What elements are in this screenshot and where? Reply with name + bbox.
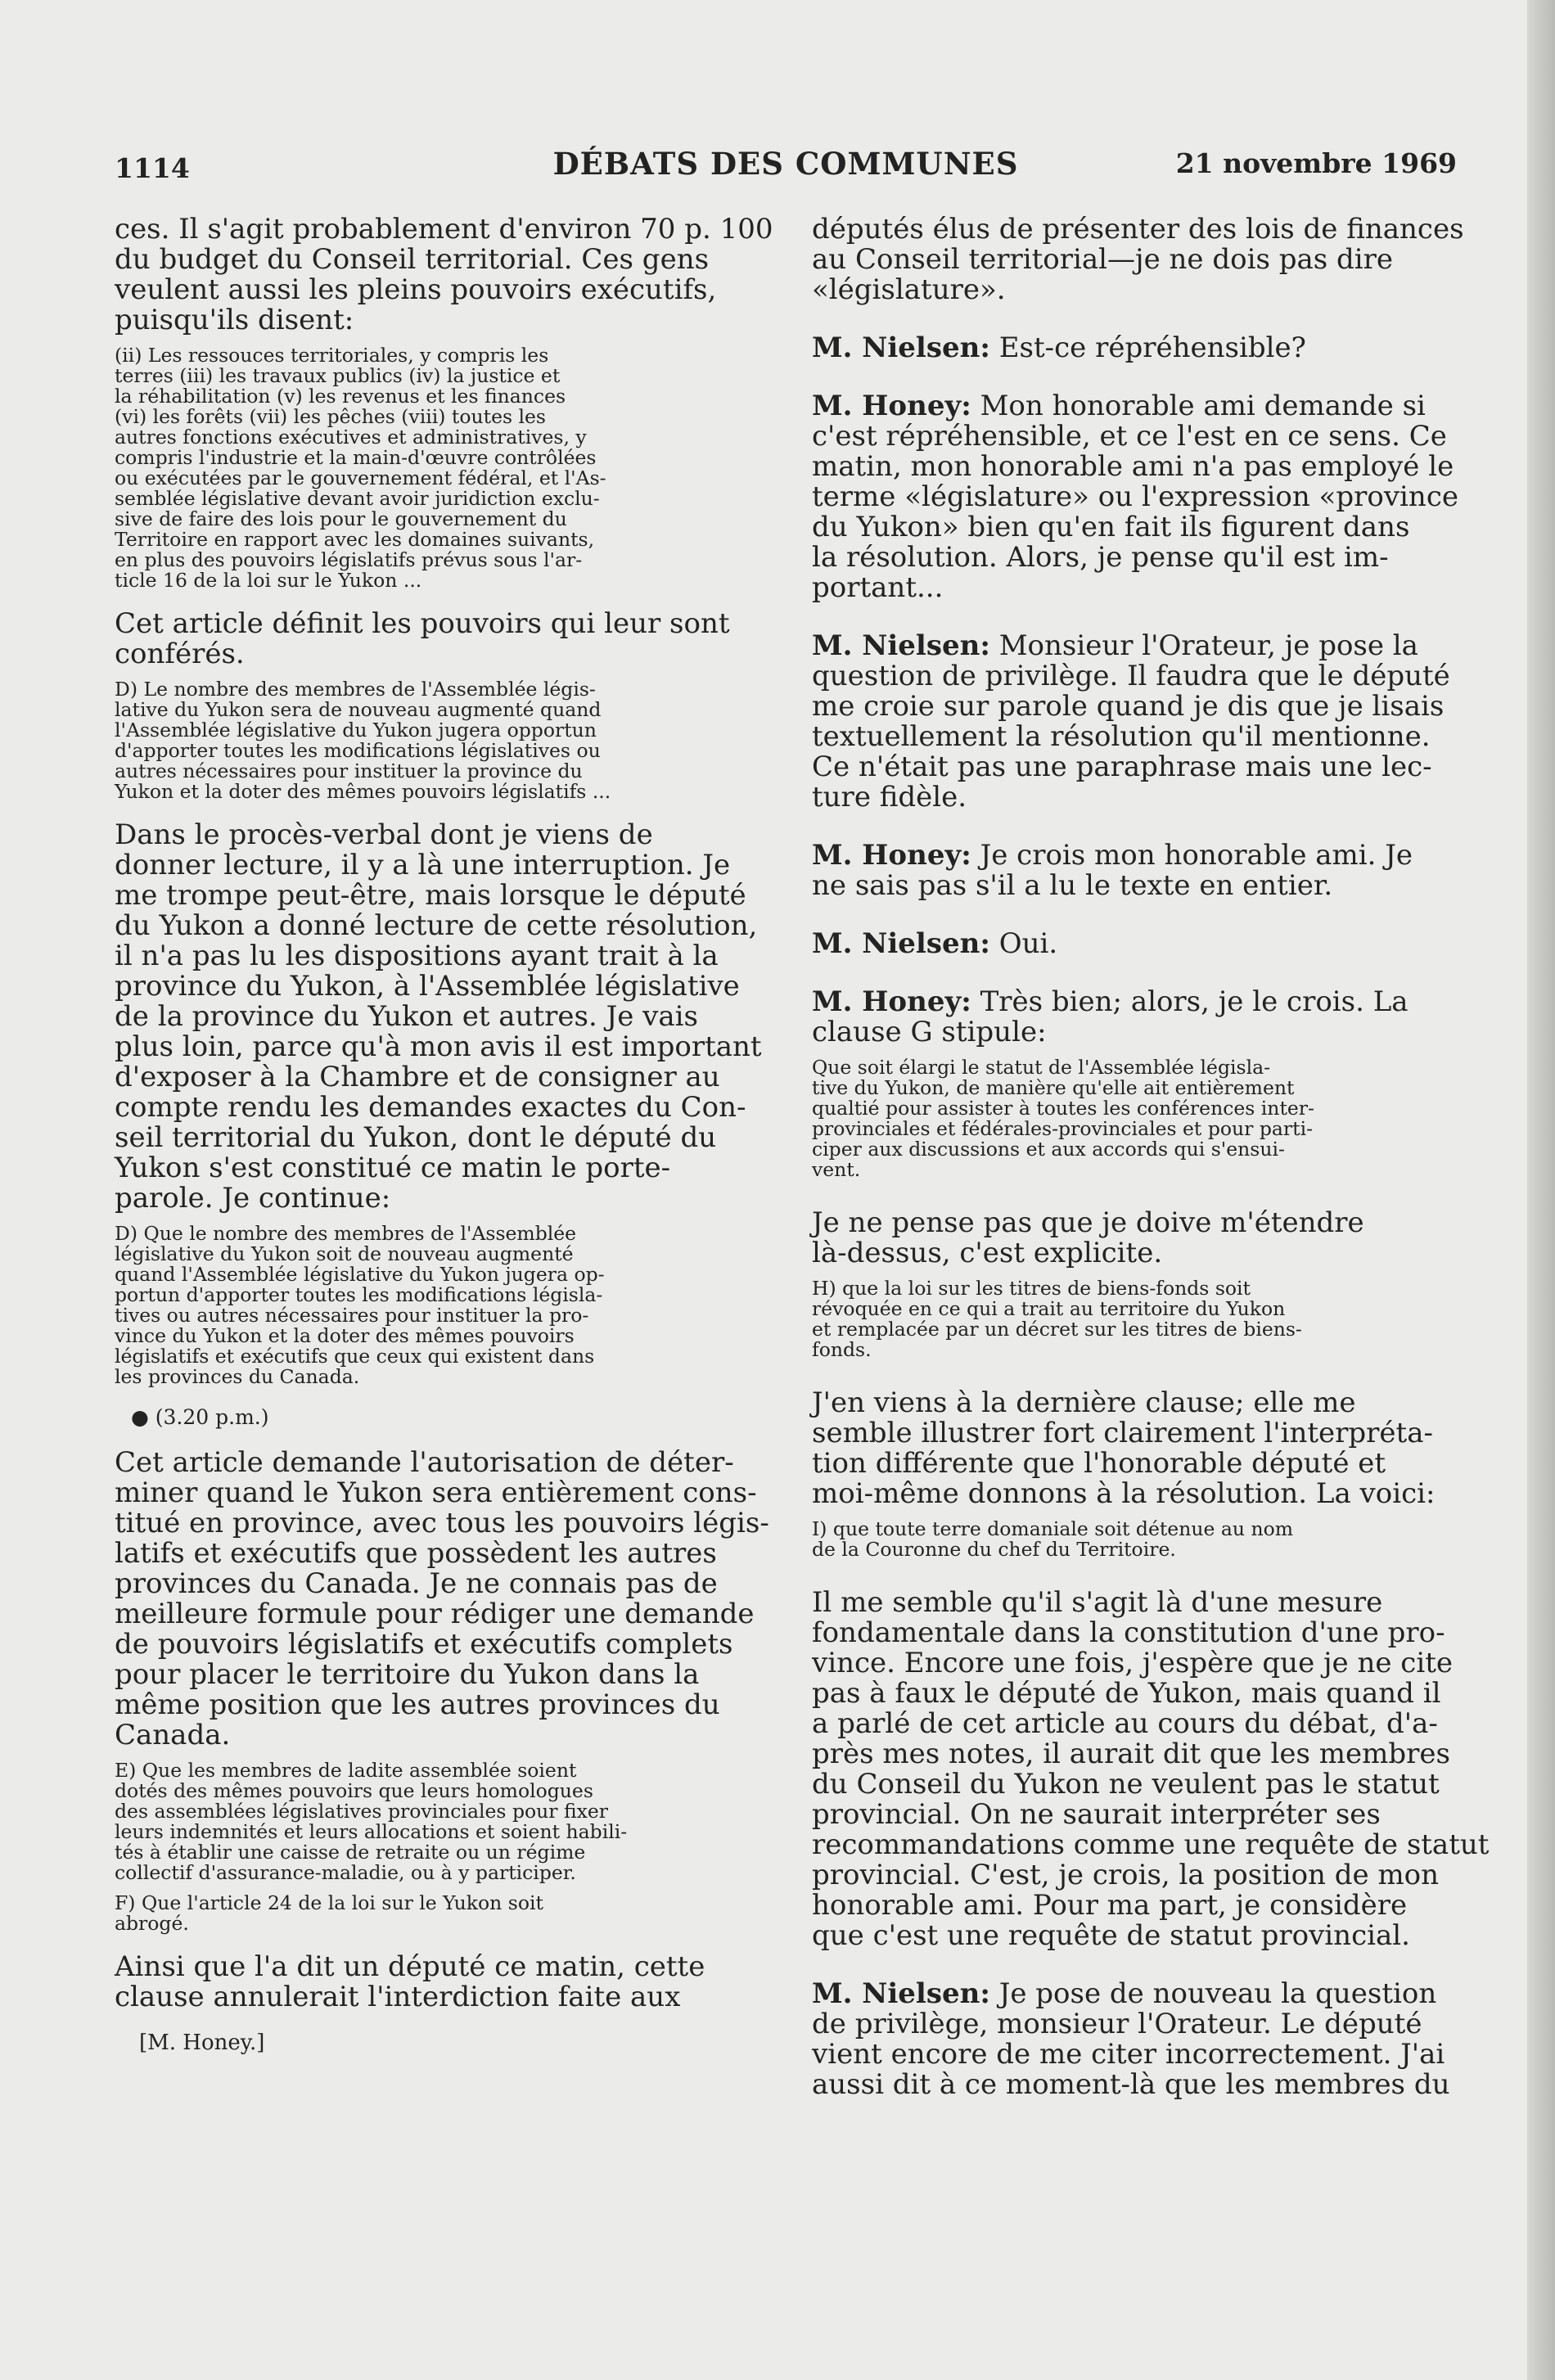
speech-text: Je crois mon honorable ami. Je ne sais pas s'il a lu le texte en entier.: [812, 839, 1413, 902]
right-column: [812, 214, 1491, 2100]
page-number: 1114: [115, 152, 190, 184]
paragraph: Je ne pense pas que je doive m'étendre là-dessus, c'est explicite.: [812, 1206, 1364, 1269]
speech-text: Je pose de nouveau la question de privilège, monsieur l'Orateur. Le député vient encore de me citer incorrectement. J'ai aussi dit à ce moment-là que les membres du: [812, 1977, 1450, 2101]
speaker-name: M. Honey:: [812, 390, 971, 422]
speech: [812, 631, 1491, 813]
paragraph: Ainsi que l'a dit un député ce matin, cette clause annulerait l'interdiction faite aux: [115, 1950, 705, 2013]
quoted-passage: (ii) Les ressouces territoriales, y compris les terres (iii) les travaux publics (iv) la justice et la réhabilitation (v) les revenus et les finances (vi) les forêts (vii) les pêches (viii) toutes les autres fonctions exécutives et administratives, y compris l'industrie et la main-d'œuvre contrôlées ou exécutées par le gouvernement fédéral, et l'As- semblée législative devant avoir juridiction exclu- sive de faire des lois pour le gouvernement du Territoire en rapport avec les domaines suivants, en plus des pouvoirs législatifs prévus sous l'ar- ticle 16 de la loi sur le Yukon ...: [115, 344, 606, 592]
left-column: [115, 214, 794, 2055]
speaker-name: M. Nielsen:: [812, 629, 990, 662]
page-header: [115, 146, 1457, 195]
speaker-name: M. Nielsen:: [812, 927, 990, 960]
speech: [812, 1979, 1491, 2100]
speech-text: Très bien; alors, je le crois. La clause G stipule:: [812, 985, 1409, 1048]
speaker-name: M. Nielsen:: [812, 1977, 990, 2010]
speech: [812, 841, 1491, 901]
speaker-name: M. Nielsen:: [812, 331, 990, 364]
speech: [812, 929, 1491, 959]
quoted-passage: Que soit élargi le statut de l'Assemblée législa- tive du Yukon, de manière qu'elle ait entièrement qualtié pour assister à toutes les conférences inter- provinciales et fédérales-provinciales et pour parti- ciper aux discussions et aux accords qui s'ensui- vent.: [812, 1056, 1314, 1181]
page-edge-shadow: [1527, 0, 1555, 2380]
paragraph: Il me semble qu'il s'agit là d'une mesure fondamentale dans la constitution d'une pro- vince. Encore une fois, j'espère que je ne cite pas à faux le député de Yukon, mais quand il a parlé de cet article au cours du débat, d'a- près mes notes, il aurait dit que les membres du Conseil du Yukon ne veulent pas le statut provincial. On ne saurait interpréter ses recommandations comme une requête de statut provincial. C'est, je crois, la position de mon honorable ami. Pour ma part, je considère que c'est une requête de statut provincial.: [812, 1586, 1490, 1952]
quoted-passage: F) Que l'article 24 de la loi sur le Yukon soit abrogé.: [115, 1891, 543, 1935]
time-stamp-note: ● (3.20 p.m.): [131, 1405, 269, 1429]
speech-text: Monsieur l'Orateur, je pose la question de privilège. Il faudra que le député me croie sur parole quand je dis que je lisais textuellement la résolution qu'il mentionne. Ce n'était pas une paraphrase mais une lec- ture fidèle.: [812, 629, 1450, 814]
speech-text: Est-ce répréhensible?: [989, 331, 1306, 364]
speaker-name: M. Honey:: [812, 985, 971, 1018]
speech: [812, 391, 1491, 603]
paragraph: députés élus de présenter des lois de finances au Conseil territorial—je ne dois pas dire «législature».: [812, 213, 1464, 306]
speaker-signature: [M. Honey.]: [139, 2031, 265, 2055]
quoted-passage: E) Que les membres de ladite assemblée soient dotés des mêmes pouvoirs que leurs homologues des assemblées législatives provinciales pour fixer leurs indemnités et leurs allocations et soient habili- tés à établir une caisse de retraite ou un régime collectif d'assurance-maladie, ou à y participer.: [115, 1759, 628, 1884]
quoted-passage: H) que la loi sur les titres de biens-fonds soit révoquée en ce qui a trait au territoire du Yukon et remplacée par un décret sur les titres de biens- fonds.: [812, 1277, 1302, 1361]
quoted-passage: D) Que le nombre des membres de l'Assemblée législative du Yukon soit de nouveau augmenté quand l'Assemblée législative du Yukon jugera op- portun d'apporter toutes les modifications législa- tives ou autres nécessaires pour instituer la pro- vince du Yukon et la doter des mêmes pouvoirs législatifs et exécutifs que ceux qui existent dans les provinces du Canada.: [115, 1222, 605, 1388]
speech-text: Mon honorable ami demande si c'est répréhensible, et ce l'est en ce sens. Ce matin, mon honorable ami n'a pas employé le terme «législature» ou l'expression «province du Yukon» bien qu'en fait ils figurent dans la résolution. Alors, je pense qu'il est im- portant...: [812, 390, 1458, 604]
paragraph: Dans le procès-verbal dont je viens de donner lecture, il y a là une interruption. Je me trompe peut-être, mais lorsque le député du Yukon a donné lecture de cette résolution, il n'a pas lu les dispositions ayant trait à la province du Yukon, à l'Assemblée législative de la province du Yukon et autres. Je vais plus loin, parce qu'à mon avis il est important d'exposer à la Chambre et de consigner au compte rendu les demandes exactes du Con- seil territorial du Yukon, dont le député du Yukon s'est constitué ce matin le porte- parole. Je continue:: [115, 818, 762, 1215]
paragraph: ces. Il s'agit probablement d'environ 70 p. 100 du budget du Conseil territorial. Ces gens veulent aussi les pleins pouvoirs exécutifs, puisqu'ils disent:: [115, 213, 773, 336]
speech-text: Oui.: [989, 927, 1058, 960]
speech: [812, 987, 1491, 1048]
quoted-passage: I) que toute terre domaniale soit détenue au nom de la Couronne du chef du Territoire.: [812, 1517, 1294, 1561]
speaker-name: M. Honey:: [812, 839, 971, 872]
paragraph: J'en viens à la dernière clause; elle me semble illustrer fort clairement l'interpréta- tion différente que l'honorable député et moi-même donnons à la résolution. La voici:: [812, 1386, 1436, 1510]
quoted-passage: D) Le nombre des membres de l'Assemblée légis- lative du Yukon sera de nouveau augmenté quand l'Assemblée législative du Yukon jugera opportun d'apporter toutes les modifications législatives ou autres nécessaires pour instituer la province du Yukon et la doter des mêmes pouvoirs législatifs ...: [115, 678, 611, 803]
paragraph: Cet article demande l'autorisation de déter- miner quand le Yukon sera entièrement cons- titué en province, avec tous les pouvoirs légis- latifs et exécutifs que possèdent les autres provinces du Canada. Je ne connais pas de meilleure formule pour rédiger une demande de pouvoirs législatifs et exécutifs complets pour placer le territoire du Yukon dans la même position que les autres provinces du Canada.: [115, 1446, 769, 1751]
publication-title: DÉBATS DES COMMUNES: [552, 146, 1019, 182]
speech: [812, 333, 1491, 363]
paragraph: Cet article définit les pouvoirs qui leur sont conférés.: [115, 607, 730, 670]
publication-date: 21 novembre 1969: [1175, 147, 1457, 179]
